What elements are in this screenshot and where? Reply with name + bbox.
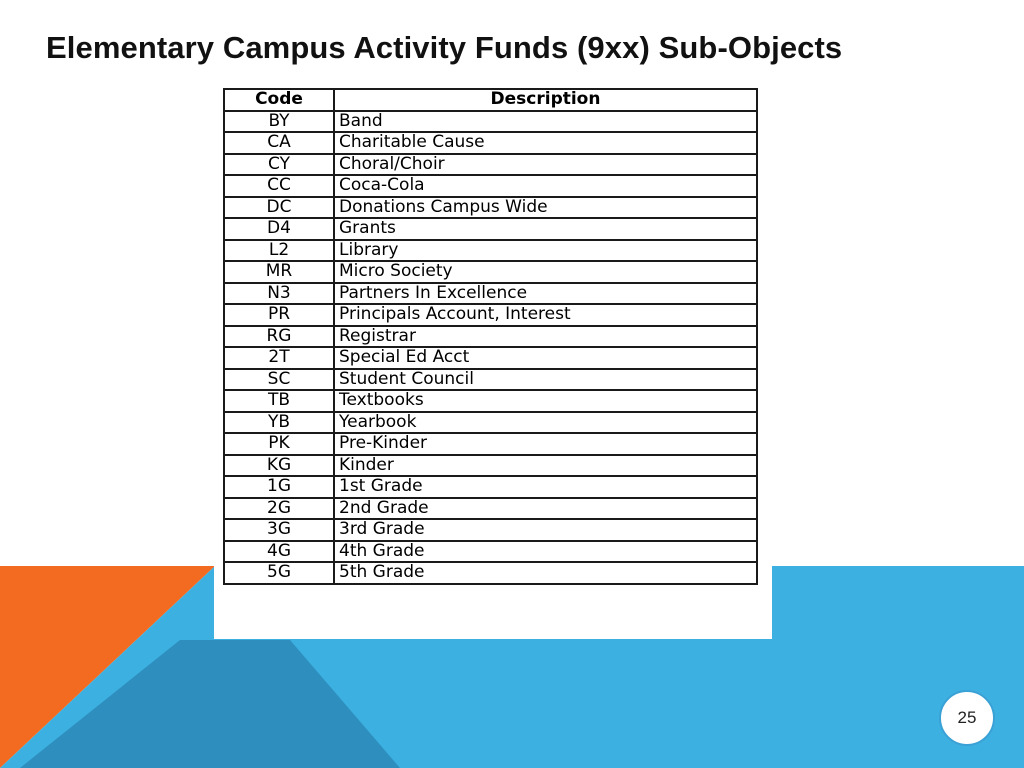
code-cell: CC: [224, 175, 334, 197]
code-cell: TB: [224, 390, 334, 412]
table-row: [224, 541, 757, 563]
page-number-badge: [939, 690, 995, 746]
description-cell: Choral/Choir: [334, 154, 757, 176]
sub-objects-table: [223, 88, 758, 585]
description-cell: Textbooks: [334, 390, 757, 412]
code-cell: SC: [224, 369, 334, 391]
description-cell: Library: [334, 240, 757, 262]
description-cell: Partners In Excellence: [334, 283, 757, 305]
code-cell: CY: [224, 154, 334, 176]
description-cell: Kinder: [334, 455, 757, 477]
code-cell: N3: [224, 283, 334, 305]
description-cell: 2nd Grade: [334, 498, 757, 520]
code-cell: 1G: [224, 476, 334, 498]
description-cell: 3rd Grade: [334, 519, 757, 541]
table-row: [224, 283, 757, 305]
table-row: [224, 261, 757, 283]
description-cell: 1st Grade: [334, 476, 757, 498]
table-row: [224, 326, 757, 348]
code-cell: 3G: [224, 519, 334, 541]
header-description: Description: [334, 89, 757, 111]
description-cell: Pre-Kinder: [334, 433, 757, 455]
description-cell: Registrar: [334, 326, 757, 348]
code-cell: BY: [224, 111, 334, 133]
code-cell: L2: [224, 240, 334, 262]
description-cell: Coca-Cola: [334, 175, 757, 197]
table-row: [224, 304, 757, 326]
table-row: [224, 412, 757, 434]
description-cell: 4th Grade: [334, 541, 757, 563]
description-cell: Donations Campus Wide: [334, 197, 757, 219]
slide-title: Elementary Campus Activity Funds (9xx) Sub-Objects: [46, 30, 843, 65]
code-cell: RG: [224, 326, 334, 348]
description-cell: Yearbook: [334, 412, 757, 434]
description-cell: Grants: [334, 218, 757, 240]
code-cell: CA: [224, 132, 334, 154]
page-number: 25: [957, 708, 977, 727]
table-header-row: [224, 89, 757, 111]
table-row: [224, 175, 757, 197]
description-cell: Charitable Cause: [334, 132, 757, 154]
table-row: [224, 197, 757, 219]
code-cell: MR: [224, 261, 334, 283]
table-row: [224, 498, 757, 520]
code-cell: PK: [224, 433, 334, 455]
code-cell: D4: [224, 218, 334, 240]
code-cell: 2T: [224, 347, 334, 369]
table-row: [224, 369, 757, 391]
table-body: [224, 111, 757, 584]
code-cell: 4G: [224, 541, 334, 563]
table-panel: [214, 83, 772, 639]
table-row: [224, 562, 757, 584]
table-row: [224, 154, 757, 176]
table-row: [224, 347, 757, 369]
table-row: [224, 132, 757, 154]
table-row: [224, 111, 757, 133]
description-cell: Band: [334, 111, 757, 133]
code-cell: KG: [224, 455, 334, 477]
description-cell: Special Ed Acct: [334, 347, 757, 369]
table-row: [224, 455, 757, 477]
table-row: [224, 433, 757, 455]
table-row: [224, 218, 757, 240]
code-cell: PR: [224, 304, 334, 326]
code-cell: YB: [224, 412, 334, 434]
table-row: [224, 519, 757, 541]
code-cell: DC: [224, 197, 334, 219]
description-cell: Micro Society: [334, 261, 757, 283]
code-cell: 5G: [224, 562, 334, 584]
table-row: [224, 476, 757, 498]
description-cell: Principals Account, Interest: [334, 304, 757, 326]
description-cell: 5th Grade: [334, 562, 757, 584]
header-code: Code: [224, 89, 334, 111]
table-row: [224, 240, 757, 262]
code-cell: 2G: [224, 498, 334, 520]
table-row: [224, 390, 757, 412]
description-cell: Student Council: [334, 369, 757, 391]
